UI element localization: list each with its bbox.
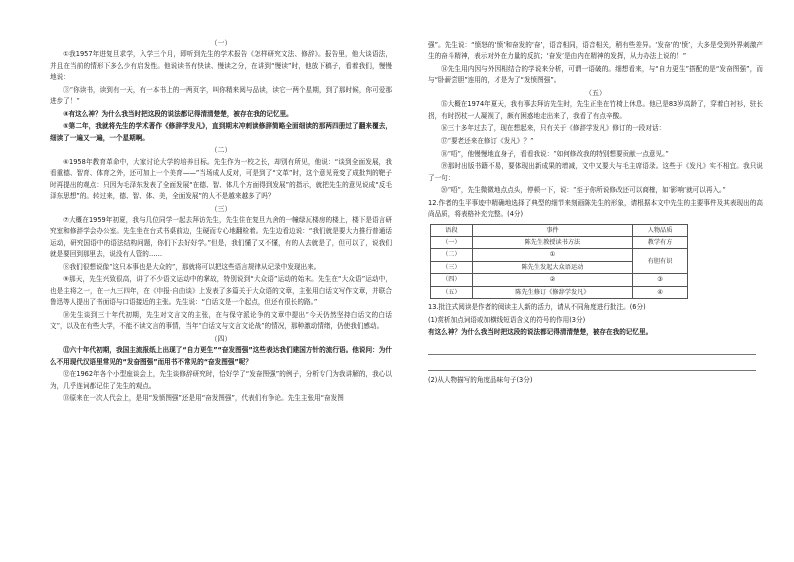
paragraph: ⑭先生用内因与外因相结合的学说来分析，可谓一语破的。细想看来，与“自力更生”搭配的是“发奋图强”，而与“卧薪尝胆”连用的，才是为了“发愤图强”。 <box>428 65 763 85</box>
paragraph-quote: ③“你读书，读到有一天，有一本书上的一两页字，叫你精来阅与品读，读它一两个星期，到了那时候，你可爱那进步了！” <box>50 85 392 106</box>
table-cell: 陈先生修订《修辞学发凡》 <box>472 286 632 298</box>
table-cell[interactable]: ① <box>472 249 632 261</box>
section-heading-2: （二） <box>210 146 232 155</box>
question-13-1: (1)赏析加点词语或加横线短语含义的符号的作用(3分) <box>428 315 586 324</box>
table-cell: 有胆有识 <box>633 249 688 274</box>
paragraph-quote: ⑱“唔”，他慢慢地直身子，看看我说：“如何修改我的特别想要贡献一点意见。” <box>441 149 669 158</box>
table-cell: （三） <box>431 261 473 273</box>
table-row <box>431 274 688 286</box>
answer-table <box>430 224 688 299</box>
question-13-2: (2)从人物描写的角度品味句子(3分) <box>428 375 533 384</box>
paragraph: ⑨那天，先生兴致很高，讲了不少语文运动中的掌故，特别说到“大众语”运动的始末。先生在“大众语”运动中，也是主将之一，在一九三四年，在《申报·自由谈》上发表了多篇关于大众语的文章，主张用白话文写作文章，并联合鲁迅等人提出了书面语与口语接近的主张。先生说：“白话文是一个起点，但还有很长的路。” <box>50 275 392 307</box>
table-cell: 陈先生发起大众语运动 <box>472 261 632 273</box>
paragraph: ①我1957年进复旦求学，入学三个月，即听到先生的学术报告《怎样研究文法、修辞》。报告里，他大谈语法，并且在当前的情形下多么少有启发性。他说读书有快读、慢读之分，在讲到“慢读”时，他放下稿子，看着我们，慢慢地说： <box>50 50 392 82</box>
table-header: 事件 <box>472 224 632 236</box>
paragraph: ⑦大概在1959年初夏，我与几位同学一起去拜访先生，先生住在复旦九舍的一幢绿瓦楼房的楼上，楼下是语言研究室和修辞学会办公室。先生坐在台式书桌前边，生硬而专心地翻检着。先生边看边说：“我们就是要大力推行普通话运动，研究国语中的语法结构问题，你们下去好好学。”但是，我们懂了又不懂，有的人去就是了，但可以了，说我们就是要回到那里去，说没有人管的…… <box>50 216 392 259</box>
left-column <box>50 38 392 406</box>
paragraph-highlighted: ④有这么神？为什么我当时把这段的说法都记得清清楚楚，被存在我的记忆里。 <box>63 109 293 118</box>
question-13-1-text: 有这么神？为什么我当时把这段的说法都记得清清楚楚，被存在我的记忆里。 <box>428 328 653 337</box>
answer-line[interactable] <box>428 361 756 371</box>
paragraph: ⑫在1962年各个小型座谈会上，先生谈修辞研究时，恰好学了“发奋图强”的例子，分析专门为我讲解的，我心以为，几乎连词都记住了先生的观点。 <box>50 370 392 390</box>
question-12: 12.作者的生平事迹中精确地选择了典型的细节来刻画陈先生的形象，请根据本文中先生的主要事件及其表现出的高尚品质，将表格补充完整。(4分) <box>428 198 763 219</box>
question-13: 13.批注式阅读是作者的阅读主人新的活力，请从不同角度进行批注。(6分) <box>428 303 646 312</box>
table-cell: （一） <box>431 237 473 249</box>
table-header: 语段 <box>431 224 473 236</box>
table-row <box>431 286 688 298</box>
section-heading-3: （三） <box>210 204 232 213</box>
paragraph: ⑮大概在1974年夏天，我有事去拜访先生时，先生正坐在竹椅上休息。他已是83岁高龄了，穿着白衬衫，驻长拐，有时拐杖一人凝视了，颇有困惑地走出来了，我看了有点辛酸。 <box>428 100 763 120</box>
table-cell[interactable]: ② <box>472 274 632 286</box>
section-heading-5: （五） <box>585 89 606 97</box>
paragraph: ⑲那时出版书籍不易，要体现出新成果的增减，文中又要大与毛主席语录。这些于《发凡》实不相宜。我只说了一句： <box>428 162 763 182</box>
table-header-row <box>431 224 688 236</box>
section-heading-4: （四） <box>210 334 232 343</box>
paragraph-highlighted: ⑪六十年代初期，我国主流报纸上出现了“自力更生”“奋发图强”这些表达我们建国方针的流行语。他说问：为什么不用现代汉语里常见的“发奋图强”而用书不常见的“奋发图强”呢？ <box>50 346 392 366</box>
table-cell[interactable]: ④ <box>633 286 688 298</box>
table-cell[interactable]: ③ <box>633 274 688 286</box>
section-heading-1: （一） <box>210 39 232 47</box>
table-header: 人物品质 <box>633 224 688 236</box>
paragraph: ⑥1958年教育革命中，大家讨论大学的培养目标。先生作为一校之长，却别有所见，他说：“谈到全面发展，我看重德、智育、体育之外，还可加上一个美育——”当场成人反对，可是到了“文革”时，这个意见竟变了成批判的靶子时再提出的观点：只因为毛泽东发表了全面发展“在德、智、体几个方面得到发展”的指示，就把先生的意见说成“反毛泽东思想”的。转过来，德、智、体、美，全面发展”的人不是越来越多了吗？ <box>50 157 392 201</box>
paragraph-quote: ⑩先生谈到三十年代初期，先生对文言文的主张，在与保守派论争的文章中提出“今天仍然坚持白话文的白话文”，以及在有些大学，不能不读文言的事情，当年“白话文与文言文论战”的情况，那种激动情绪，仍使我们感动。 <box>50 310 392 331</box>
table-cell: （二） <box>431 249 473 261</box>
paragraph: ⑬原来在一次人代会上，是用“发愤图强”还是用“奋发图强”，代表们有争论。先生主张用“奋发图 <box>63 394 344 403</box>
right-column <box>428 40 763 387</box>
table-cell: （四） <box>431 274 473 286</box>
paragraph-highlighted: ⑤第二年，我就将先生的学术著作《修辞学发凡》，直到期末冲刺读修辞简略全面细读的那两四册过了翻来覆去，细读了一遍又一遍，一个星期啊。 <box>50 122 392 142</box>
table-cell: 教学有方 <box>633 237 688 249</box>
answer-line[interactable] <box>428 345 756 355</box>
paragraph-quote: ⑧我们很想说像“这只本事也是大众的”，那就将可以把这些语言规律从记录中发现出来。 <box>63 262 321 271</box>
table-row <box>431 249 688 261</box>
table-row <box>431 237 688 249</box>
table-cell: （五） <box>431 286 473 298</box>
table-cell: 陈先生教授读书方法 <box>472 237 632 249</box>
paragraph: 强”。先生说：“愤怒的‘愤’和奋发的‘奋’，语音相同，语音相关，稍有些差异。‘发奋’的‘愤’，大多是受到外界刺激产生的奋斗精神，表示对外在力量的反抗；‘奋发’是由内在精神的发挥，从力办法上说的！” <box>428 41 763 61</box>
paragraph-quote: ⑰“要老还来在修订《发凡》？” <box>441 137 534 145</box>
paragraph: ⑯三十多年过去了，现在想起来，只有关于《修辞学发凡》修订的一段对话： <box>441 124 666 133</box>
paragraph-quote: ⑳“唔”，先生微微地点点头，停顿一下，说：“至于你所说修改还可以商榷，如‘影响’就可以再入。” <box>441 186 726 195</box>
